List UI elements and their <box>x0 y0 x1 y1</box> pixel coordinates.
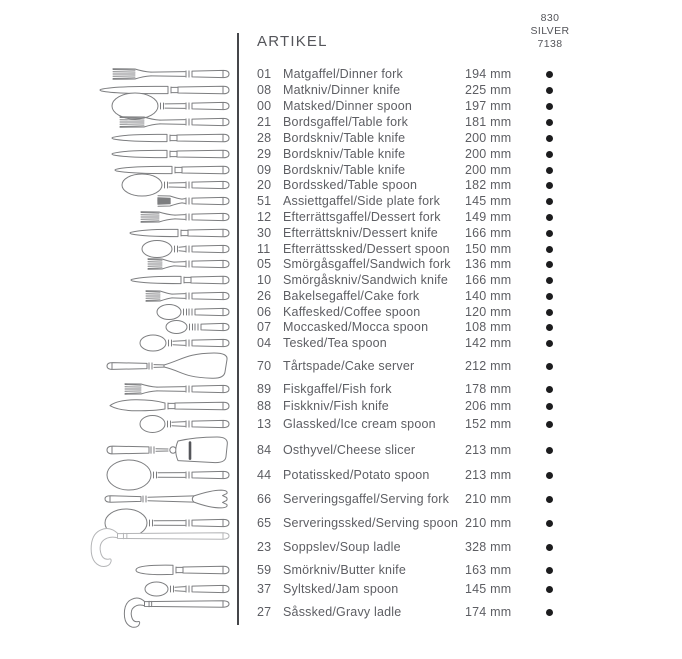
item-size: 120 mm <box>465 305 512 319</box>
item-code: 89 <box>257 382 272 396</box>
availability-dot <box>546 520 553 527</box>
product-code-header <box>518 12 582 51</box>
availability-dot <box>546 167 553 174</box>
item-code: 65 <box>257 516 272 530</box>
item-name: Matsked/Dinner spoon <box>283 99 413 113</box>
item-name: Matgaffel/Dinner fork <box>283 67 403 81</box>
availability-dot <box>546 214 553 221</box>
availability-dot <box>546 103 553 110</box>
item-code: 23 <box>257 540 272 554</box>
item-name: Smörgåsgaffel/Sandwich fork <box>283 257 451 271</box>
item-name: Bordsgaffel/Table fork <box>283 115 409 129</box>
item-code: 44 <box>257 468 272 482</box>
item-name: Tesked/Tea spoon <box>283 336 387 350</box>
availability-dot <box>546 87 553 94</box>
item-code: 51 <box>257 194 272 208</box>
item-code: 66 <box>257 492 272 506</box>
item-code: 37 <box>257 582 272 596</box>
item-size: 213 mm <box>465 468 512 482</box>
item-name: Potatissked/Potato spoon <box>283 468 430 482</box>
item-size: 150 mm <box>465 242 512 256</box>
item-name: Tårtspade/Cake server <box>283 359 415 373</box>
item-size: 194 mm <box>465 67 512 81</box>
item-code: 59 <box>257 563 272 577</box>
item-size: 200 mm <box>465 131 512 145</box>
item-size: 163 mm <box>465 563 512 577</box>
item-code: 11 <box>257 242 271 256</box>
item-code: 10 <box>257 273 272 287</box>
availability-dot <box>546 246 553 253</box>
item-code: 30 <box>257 226 272 240</box>
item-code: 08 <box>257 83 272 97</box>
item-size: 145 mm <box>465 582 512 596</box>
item-size: 200 mm <box>465 147 512 161</box>
item-size: 206 mm <box>465 399 512 413</box>
availability-dot <box>546 119 553 126</box>
availability-dot <box>546 340 553 347</box>
item-size: 152 mm <box>465 417 512 431</box>
gravy-ladle-icon <box>78 590 236 634</box>
availability-dot <box>546 261 553 268</box>
item-name: Bordssked/Table spoon <box>283 178 418 192</box>
item-size: 210 mm <box>465 492 512 506</box>
availability-dot <box>546 567 553 574</box>
item-name: Glassked/Ice cream spoon <box>283 417 436 431</box>
item-code: 21 <box>257 115 272 129</box>
item-name: Bordskniv/Table knife <box>283 131 406 145</box>
item-name: Soppslev/Soup ladle <box>283 540 401 554</box>
availability-dot <box>546 230 553 237</box>
availability-dot <box>546 293 553 300</box>
item-code: 26 <box>257 289 272 303</box>
item-size: 108 mm <box>465 320 512 334</box>
item-code: 20 <box>257 178 272 192</box>
availability-dot <box>546 386 553 393</box>
item-size: 181 mm <box>465 115 512 129</box>
product-code-line: 7138 <box>537 38 563 50</box>
item-code: 12 <box>257 210 272 224</box>
item-name: Smörgåskniv/Sandwich knife <box>283 273 448 287</box>
availability-dot <box>546 363 553 370</box>
availability-dot <box>546 609 553 616</box>
item-name: Matkniv/Dinner knife <box>283 83 401 97</box>
item-name: Såssked/Gravy ladle <box>283 605 402 619</box>
item-code: 09 <box>257 163 272 177</box>
item-name: Bakelsegaffel/Cake fork <box>283 289 420 303</box>
availability-dot <box>546 151 553 158</box>
availability-dot <box>546 403 553 410</box>
availability-dot <box>546 421 553 428</box>
item-size: 212 mm <box>465 359 512 373</box>
availability-dot <box>546 324 553 331</box>
availability-dot <box>546 472 553 479</box>
item-code: 13 <box>257 417 272 431</box>
item-name: Bordskniv/Table knife <box>283 163 406 177</box>
item-name: Osthyvel/Cheese slicer <box>283 443 416 457</box>
availability-dot <box>546 496 553 503</box>
item-size: 197 mm <box>465 99 512 113</box>
item-code: 29 <box>257 147 272 161</box>
item-code: 00 <box>257 99 272 113</box>
item-size: 166 mm <box>465 273 512 287</box>
item-size: 210 mm <box>465 516 512 530</box>
item-name: Efterrättskniv/Dessert knife <box>283 226 438 240</box>
item-name: Efterrättsgaffel/Dessert fork <box>283 210 441 224</box>
availability-dot <box>546 447 553 454</box>
item-code: 28 <box>257 131 272 145</box>
item-size: 142 mm <box>465 336 512 350</box>
item-name: Smörkniv/Butter knife <box>283 563 406 577</box>
item-size: 328 mm <box>465 540 512 554</box>
item-size: 166 mm <box>465 226 512 240</box>
item-size: 178 mm <box>465 382 512 396</box>
item-code: 01 <box>257 67 272 81</box>
item-code: 27 <box>257 605 272 619</box>
item-name: Efterrättssked/Dessert spoon <box>283 242 450 256</box>
item-code: 04 <box>257 336 272 350</box>
item-code: 05 <box>257 257 272 271</box>
page-title: ARTIKEL <box>257 33 328 50</box>
item-name: Moccasked/Mocca spoon <box>283 320 429 334</box>
item-size: 225 mm <box>465 83 512 97</box>
availability-dot <box>546 277 553 284</box>
item-size: 213 mm <box>465 443 512 457</box>
item-name: Assiettgaffel/Side plate fork <box>283 194 441 208</box>
item-size: 136 mm <box>465 257 512 271</box>
item-size: 182 mm <box>465 178 512 192</box>
item-size: 149 mm <box>465 210 512 224</box>
availability-dot <box>546 135 553 142</box>
item-name: Syltsked/Jam spoon <box>283 582 399 596</box>
item-size: 200 mm <box>465 163 512 177</box>
item-code: 07 <box>257 320 272 334</box>
availability-dot <box>546 586 553 593</box>
product-code-line: SILVER <box>530 25 570 37</box>
item-name: Fiskgaffel/Fish fork <box>283 382 392 396</box>
item-code: 70 <box>257 359 272 373</box>
item-name: Fiskkniv/Fish knife <box>283 399 389 413</box>
item-size: 140 mm <box>465 289 512 303</box>
availability-dot <box>546 198 553 205</box>
availability-dot <box>546 71 553 78</box>
item-name: Serveringsgaffel/Serving fork <box>283 492 450 506</box>
availability-dot <box>546 182 553 189</box>
item-code: 06 <box>257 305 272 319</box>
item-name: Serveringssked/Serving spoon <box>283 516 459 530</box>
item-size: 145 mm <box>465 194 512 208</box>
availability-dot <box>546 544 553 551</box>
item-size: 174 mm <box>465 605 512 619</box>
item-code: 88 <box>257 399 272 413</box>
item-name: Kaffesked/Coffee spoon <box>283 305 421 319</box>
availability-dot <box>546 309 553 316</box>
product-code-line: 830 <box>540 12 560 24</box>
item-code: 84 <box>257 443 272 457</box>
item-name: Bordskniv/Table knife <box>283 147 406 161</box>
